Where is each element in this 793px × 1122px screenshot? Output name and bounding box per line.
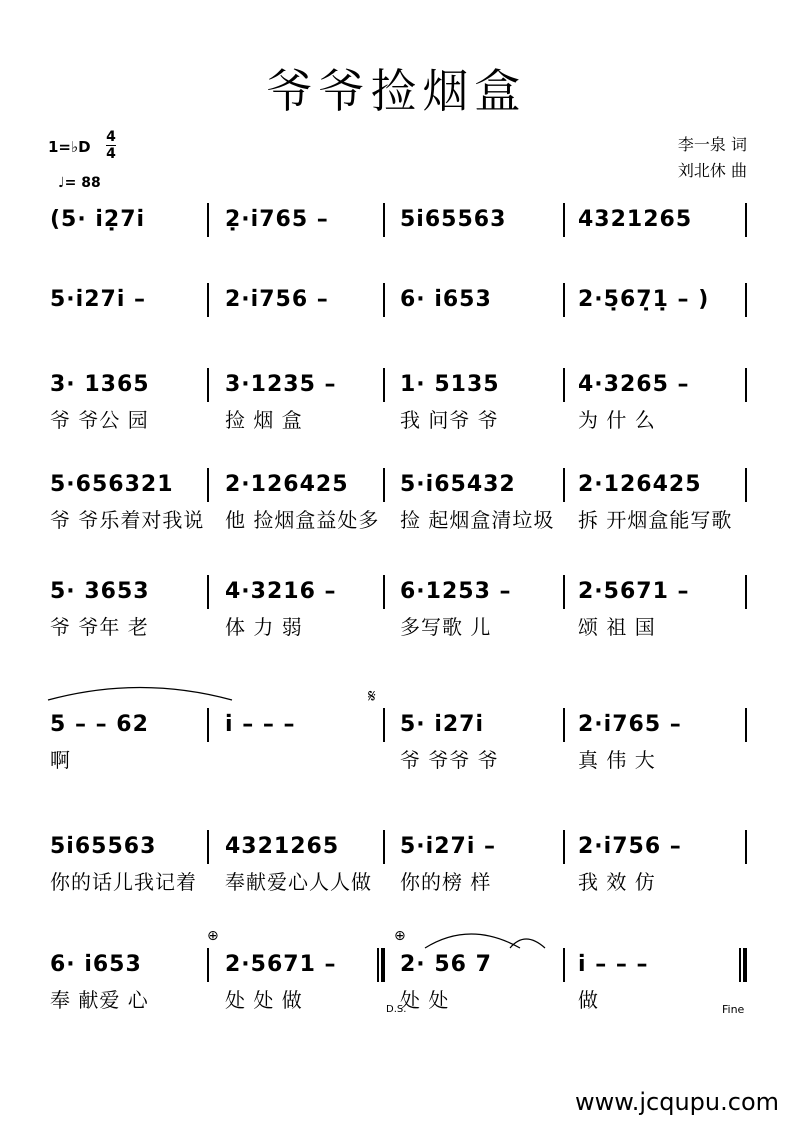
note-group: 5·i̇65432 <box>400 472 516 497</box>
note-group: 2·i̇756 – <box>225 287 329 312</box>
lyric-line: 你的榜 样 <box>400 870 492 894</box>
note-group: 2· 56 7 <box>400 952 492 977</box>
lyric-line: 奉 献爱 心 <box>50 988 149 1012</box>
lyric-line: 奉献爱心人人做 <box>225 870 372 894</box>
coda-icon: ⊕ <box>207 928 219 944</box>
website-link[interactable]: www.jcqupu.com <box>575 1088 779 1116</box>
note-group: 6· i̇653 <box>50 952 142 977</box>
note-group: 5i̇65563 <box>400 207 507 232</box>
lyric-line: 捡 烟 盒 <box>225 408 303 432</box>
note-group: 4·3216 – <box>225 579 337 604</box>
note-group: 2·i̇756 – <box>578 834 682 859</box>
lyric-line: 爷 爷爷 爷 <box>400 748 499 772</box>
lyric-line: 啊 <box>50 748 71 772</box>
note-group: 6·1253 – <box>400 579 512 604</box>
note-group: 4321265 <box>578 207 693 232</box>
note-group: 4·3265 – <box>578 372 690 397</box>
lyric-line: 你的话儿我记着 <box>50 870 197 894</box>
note-group: 2·126425 <box>578 472 702 497</box>
note-group: 2·5̣67̣1̣ – ) <box>578 287 710 312</box>
coda-icon-2: ⊕ <box>394 928 406 944</box>
ds-marking: D.S. <box>386 1004 407 1015</box>
lyric-line: 处 处 <box>400 988 450 1012</box>
lyric-line: 爷 爷乐着对我说 <box>50 508 205 532</box>
note-group: 5· 3653 <box>50 579 150 604</box>
lyricist-credit: 李一泉 词 <box>677 135 747 154</box>
lyric-line: 他 捡烟盒益处多 <box>225 508 380 532</box>
time-bottom: 4 <box>106 146 116 162</box>
lyric-line: 颂 祖 国 <box>578 615 656 639</box>
note-group: 5i̇65563 <box>50 834 157 859</box>
lyric-line: 多写歌 儿 <box>400 615 492 639</box>
lyric-line: 爷 爷公 园 <box>50 408 149 432</box>
note-group: 5·i̇27i̇ – <box>50 287 147 312</box>
note-group: 2·5671 – <box>225 952 337 977</box>
note-group: 2̣·i̇765 – <box>225 207 329 232</box>
note-group: 5·656321 <box>50 472 174 497</box>
note-group: 2·i̇765 – <box>578 712 682 737</box>
segno-icon: 𝄋 <box>368 686 376 707</box>
note-group: 6· i̇653 <box>400 287 492 312</box>
time-top: 4 <box>106 129 116 145</box>
note-group: i̇ – – – <box>225 712 296 737</box>
note-group: 5· i̇27i̇ <box>400 712 485 737</box>
composer-credit: 刘北休 曲 <box>677 161 747 180</box>
key-signature: 1=♭D <box>48 138 91 156</box>
note-group: 5·i̇27i̇ – <box>400 834 497 859</box>
lyric-line: 爷 爷年 老 <box>50 615 149 639</box>
note-group: 3· 1365 <box>50 372 150 397</box>
note-group: 1· 5135 <box>400 372 500 397</box>
tempo-marking: ♩= 88 <box>58 175 101 191</box>
note-group: 2·5671 – <box>578 579 690 604</box>
lyric-line: 捡 起烟盒清垃圾 <box>400 508 555 532</box>
fine-marking: Fine <box>722 1003 745 1016</box>
note-group: i̇ – – – <box>578 952 649 977</box>
lyric-line: 我 问爷 爷 <box>400 408 499 432</box>
lyric-line: 拆 开烟盒能写歌 <box>578 508 733 532</box>
lyric-line: 处 处 做 <box>225 988 303 1012</box>
note-group: (5· i̇2̣7i̇ <box>50 207 146 232</box>
note-group: 5 – – 62 <box>50 712 149 737</box>
lyric-line: 做 <box>578 988 599 1012</box>
note-group: 2·126425 <box>225 472 349 497</box>
note-group: 4321265 <box>225 834 340 859</box>
lyric-line: 真 伟 大 <box>578 748 656 772</box>
lyric-line: 为 什 么 <box>578 408 656 432</box>
lyric-line: 体 力 弱 <box>225 615 303 639</box>
song-title: 爷爷捡烟盒 <box>266 64 527 118</box>
lyric-line: 我 效 仿 <box>578 870 656 894</box>
note-group: 3·1235 – <box>225 372 337 397</box>
